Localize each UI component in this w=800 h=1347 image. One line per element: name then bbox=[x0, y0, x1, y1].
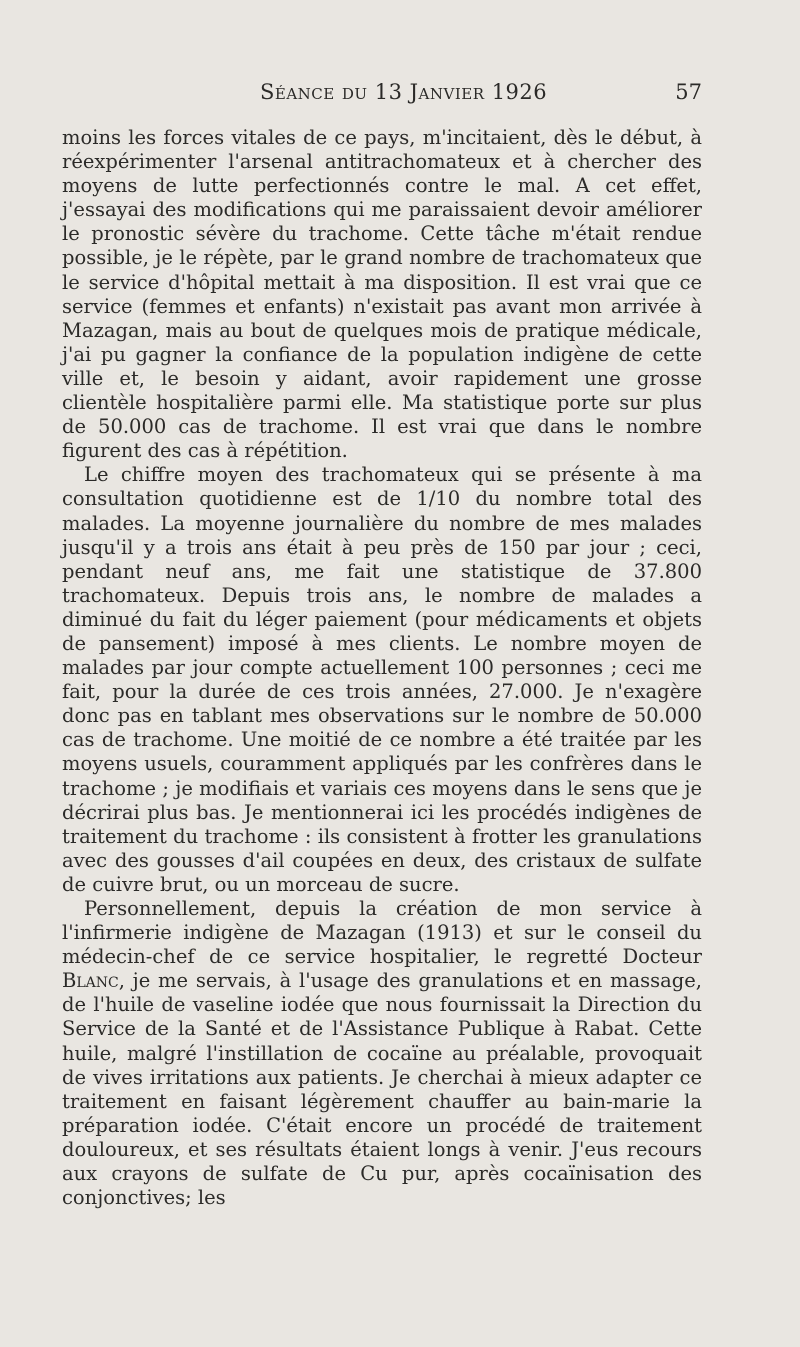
running-head: Séance du 13 Janvier 1926 bbox=[260, 80, 548, 104]
page-number: 57 bbox=[675, 80, 702, 104]
paragraph-2: Le chiffre moyen des trachomateux qui se présente à ma consultation quotidienne est de 1/10 du nombre total des malades. La moyenne journalière du nombre de mes malades jusqu'il y a trois ans était à peu près de 150 par jour ; ceci, pendant neuf ans, me fait une statistique de 37.800 trachomateux. Depuis trois ans, le nombre de malades a diminué du fait du léger paiement (pour médicaments et objets de pansement) imposé à mes clients. Le nombre moyen de malades par jour compte actuellement 100 personnes ; ceci me fait, pour la durée de ces trois années, 27.000. Je n'exagère donc pas en tablant mes observations sur le nombre de 50.000 cas de trachome. Une moitié de ce nombre a été traitée par les moyens usuels, couramment appliqués par les confrères dans le trachome ; je modifiais et variais ces moyens dans le sens que je décrirai plus bas. Je mentionnerai ici les procédés indigènes de traitement du trachome : ils consistent à frotter les granulations avec des gousses d'ail coupées en deux, des cristaux de sulfate de cuivre brut, ou un morceau de sucre. bbox=[62, 463, 702, 896]
paragraph-3-text-before: Personnellement, depuis la création de mon service à l'infirmerie indigène de Mazagan (1913) et sur le conseil du médecin-chef de ce service hospitalier, le regretté Docteur bbox=[62, 897, 702, 969]
page-header bbox=[62, 80, 702, 110]
body-text bbox=[62, 126, 702, 1210]
doctor-name: Blanc bbox=[62, 969, 119, 993]
paragraph-3-text-after: , je me servais, à l'usage des granulations et en massage, de l'huile de vaseline iodée que nous fournissait la Direction du Service de la Santé et de l'Assistance Publique à Rabat. Cette huile, malgré l'instillation de cocaïne au préalable, provoquait de vives irritations aux patients. Je cherchai à mieux adapter ce traitement en faisant légèrement chauffer au bain-marie la préparation iodée. C'était encore un procédé de traitement douloureux, et ses résultats étaient longs à venir. J'eus recours aux crayons de sulfate de Cu pur, après cocaïnisation des conjonctives; les bbox=[62, 969, 702, 1210]
paragraph-1: moins les forces vitales de ce pays, m'incitaient, dès le début, à réexpérimenter l'arsenal antitrachomateux et à chercher des moyens de lutte perfectionnés contre le mal. A cet effet, j'essayai des modifications qui me paraissaient devoir améliorer le pronostic sévère du trachome. Cette tâche m'était rendue possible, je le répète, par le grand nombre de trachomateux que le service d'hôpital mettait à ma disposition. Il est vrai que ce service (femmes et enfants) n'existait pas avant mon arrivée à Mazagan, mais au bout de quelques mois de pratique médicale, j'ai pu gagner la confiance de la population indigène de cette ville et, le besoin y aidant, avoir rapidement une grosse clientèle hospitalière parmi elle. Ma statistique porte sur plus de 50.000 cas de trachome. Il est vrai que dans le nombre figurent des cas à répétition. bbox=[62, 126, 702, 463]
paragraph-3 bbox=[62, 897, 702, 1210]
